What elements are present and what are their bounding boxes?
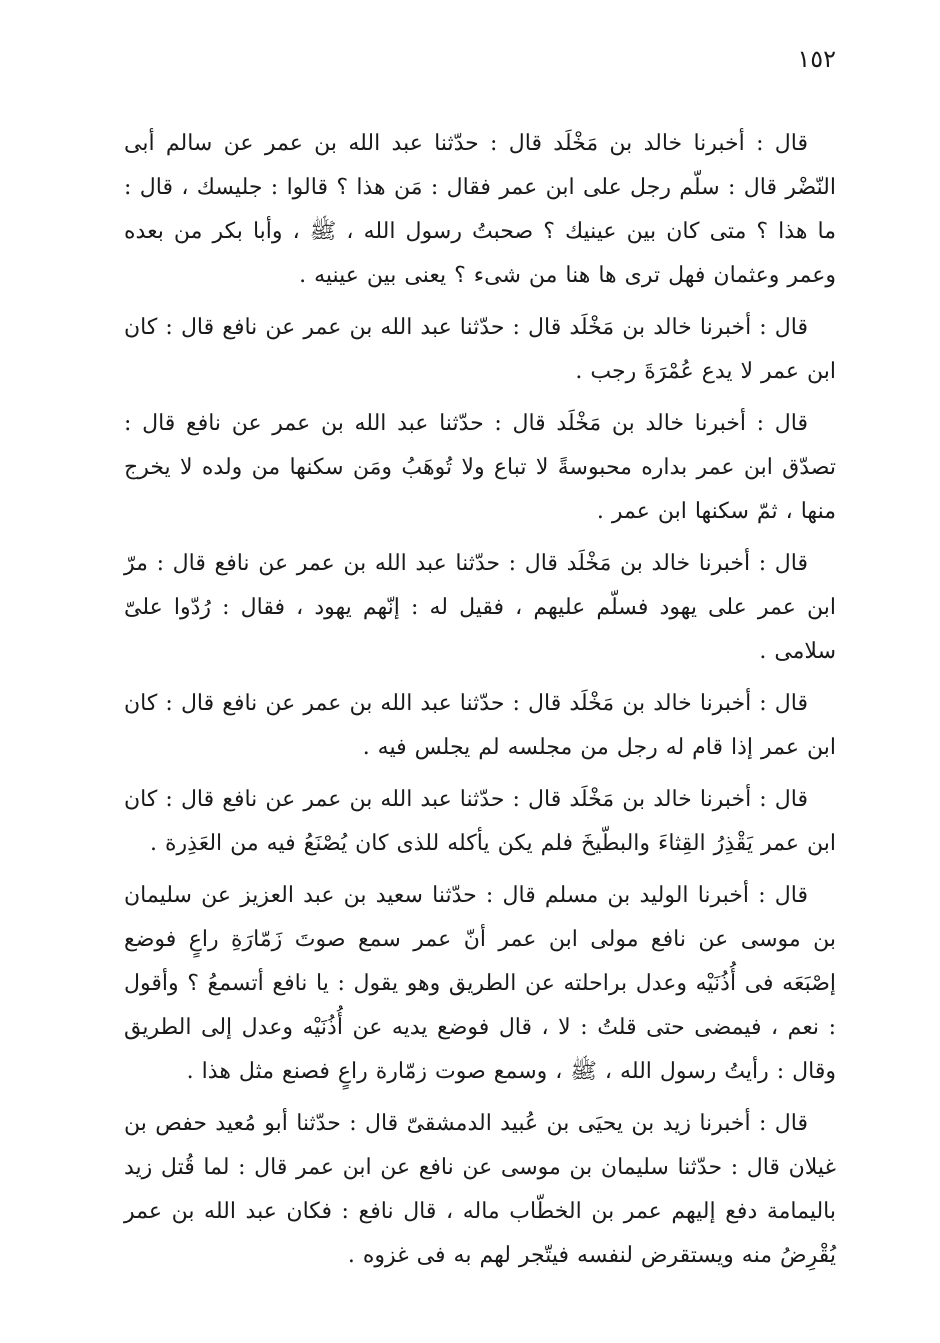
hadith-paragraph-4: قال : أخبرنا خالد بن مَخْلَد قال : حدّثنا عبد الله بن عمر عن نافع قال : مرّ ابن عمر على يهود فسلّم عليهم ، فقيل له : إنّهم يهود ، فقال : رُدّوا علىّ سلامى . (124, 551, 836, 664)
hadith-paragraph-3: قال : أخبرنا خالد بن مَخْلَد قال : حدّثنا عبد الله بن عمر عن نافع قال : تصدّق ابن عمر بداره محبوسةً لا تباع ولا تُوهَبُ ومَن سكنها من ولده لا يخرج منها ، ثمّ سكنها ابن عمر . (124, 411, 836, 524)
hadith-paragraph-5: قال : أخبرنا خالد بن مَخْلَد قال : حدّثنا عبد الله بن عمر عن نافع قال : كان ابن عمر إذا قام له رجل من مجلسه لم يجلس فيه . (124, 691, 836, 760)
hadith-paragraph-8: قال : أخبرنا زيد بن يحيَى بن عُبيد الدمشقىّ قال : حدّثنا أبو مُعيد حفص بن غيلان قال : حدّثنا سليمان بن موسى عن نافع عن ابن عمر قال : لما قُتل زيد باليمامة دفع إليهم عمر بن الخطّاب ماله ، قال نافع : فكان عبد الله بن عمر يُقْرِضُ منه ويستقرض لنفسه فيتّجر لهم به فى غزوه . (124, 1111, 836, 1268)
hadith-paragraph-1: قال : أخبرنا خالد بن مَخْلَد قال : حدّثنا عبد الله بن عمر عن سالم أبى النّضْر قال : سلّم رجل على ابن عمر فقال : مَن هذا ؟ قالوا : جليسك ، قال : ما هذا ؟ متى كان بين عينيك ؟ صحبتُ رسول الله ، ﷺ ، وأبا بكر من بعده وعمر وعثمان فهل ترى ها هنا من شىء ؟ يعنى بين عينيه . (124, 131, 836, 288)
hadith-paragraph-2: قال : أخبرنا خالد بن مَخْلَد قال : حدّثنا عبد الله بن عمر عن نافع قال : كان ابن عمر لا يدع عُمْرَةَ رجب . (124, 315, 836, 384)
hadith-paragraph-6: قال : أخبرنا خالد بن مَخْلَد قال : حدّثنا عبد الله بن عمر عن نافع قال : كان ابن عمر يَقْذِرُ القِثاءَ والبطّيخَ فلم يكن يأكله للذى كان يُصْنَعُ فيه من العَذِرة . (124, 787, 836, 856)
hadith-paragraph-7: قال : أخبرنا الوليد بن مسلم قال : حدّثنا سعيد بن عبد العزيز عن سليمان بن موسى عن نافع مولى ابن عمر أنّ عمر سمع صوتَ زَمّارَةِ راعٍ فوضع إصْبَعَه فى أُذُنَيْه وعدل براحلته عن الطريق وهو يقول : يا نافع أتسمعُ ؟ وأقول : نعم ، فيمضى حتى قلتُ : لا ، قال فوضع يديه عن أُذُنَيْه وعدل إلى الطريق وقال : رأيتُ رسول الله ، ﷺ ، وسمع صوت زمّارة راعٍ فصنع مثل هذا . (124, 883, 836, 1084)
page-body (124, 122, 836, 1286)
page-number: ١٥٢ (797, 45, 836, 73)
